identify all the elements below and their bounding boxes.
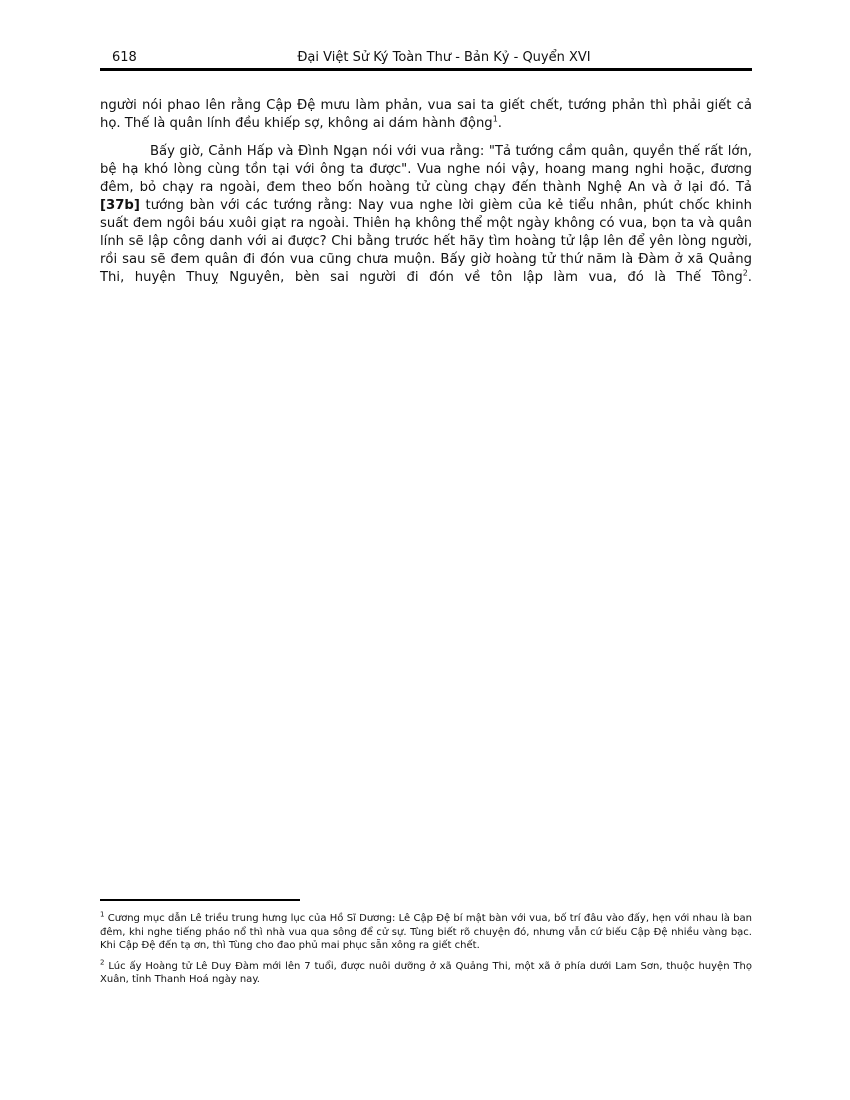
footnote-ref-1[interactable]: 1 [492, 114, 498, 124]
folio-marker: [37b] [100, 198, 140, 213]
footnote-2-number: 2 [100, 958, 105, 967]
paragraph-1 [100, 97, 752, 133]
footnote-1 [100, 912, 752, 953]
paragraph-1-text: người nói phao lên rằng Cập Đệ mưu làm phản, vua sai ta giết chết, tướng phản thì phải giết cả họ. Thế là quân lính đều khiếp sợ, không ai dám hành động [100, 98, 752, 131]
body-text [100, 97, 752, 297]
footnote-1-text: Cương mục dẫn Lê triều trung hưng lục của Hồ Sĩ Dương: Lê Cập Đệ bí mật bàn với vua, bố trí đâu vào đấy, hẹn với nhau là ban đêm, khi nghe tiếng pháo nổ thì nhà vua qua sông để cử sự. Tùng biết rõ chuyện đó, nhưng vẫn cứ biếu Cập Đệ nhiều vàng bạc. Khi Cập Đệ đến tạ ơn, thì Tùng cho đao phủ mai phục sẵn xông ra giết chết. [100, 913, 752, 951]
paragraph-2-text-b: tướng bàn với các tướng rằng: Nay vua nghe lời gièm của kẻ tiểu nhân, phút chốc khinh suất đem ngôi báu xuôi giạt ra ngoài. Thiên hạ không thể một ngày không có vua, bọn ta và quân lính sẽ lập công danh với ai được? Chi bằng trước hết hãy tìm hoàng tử lập lên để yên lòng người, rồi sau sẽ đem quân đi đón vua cũng chưa muộn. Bấy giờ hoàng tử thứ năm là Đàm ở xã Quảng Thi, huyện Thuỵ Nguyên, bèn sai người đi đón về tôn lập làm vua, đó là Thế Tông [100, 198, 752, 285]
running-title: Đại Việt Sử Ký Toàn Thư - Bản Kỷ - Quyển XVI [297, 50, 591, 65]
header-rule [100, 68, 752, 71]
footnotes [100, 912, 752, 994]
page-header [100, 48, 752, 68]
paragraph-2-text-a: Bấy giờ, Cảnh Hấp và Đình Ngạn nói với vua rằng: "Tả tướng cầm quân, quyền thế rất lớn, bệ hạ khó lòng cùng tồn tại với ông ta được". Vua nghe nói vậy, hoang mang nghi hoặc, đương đêm, bỏ chạy ra ngoài, đem theo bốn hoàng tử cùng chạy đến thành Nghệ An và ở lại đó. Tả [100, 144, 752, 195]
footnote-2 [100, 960, 752, 987]
paragraph-1-end: . [497, 116, 502, 131]
paragraph-2 [100, 143, 752, 287]
footnote-ref-2[interactable]: 2 [742, 268, 748, 278]
page-number: 618 [112, 50, 137, 65]
paragraph-2-end: . [747, 270, 752, 285]
footnote-2-text: Lúc ấy Hoàng tử Lê Duy Đàm mới lên 7 tuổi, được nuôi dưỡng ở xã Quảng Thi, một xã ở phía dưới Lam Sơn, thuộc huyện Thọ Xuân, tỉnh Thanh Hoá ngày nay. [100, 960, 752, 985]
footnote-rule [100, 899, 300, 901]
footnote-1-number: 1 [100, 910, 105, 919]
